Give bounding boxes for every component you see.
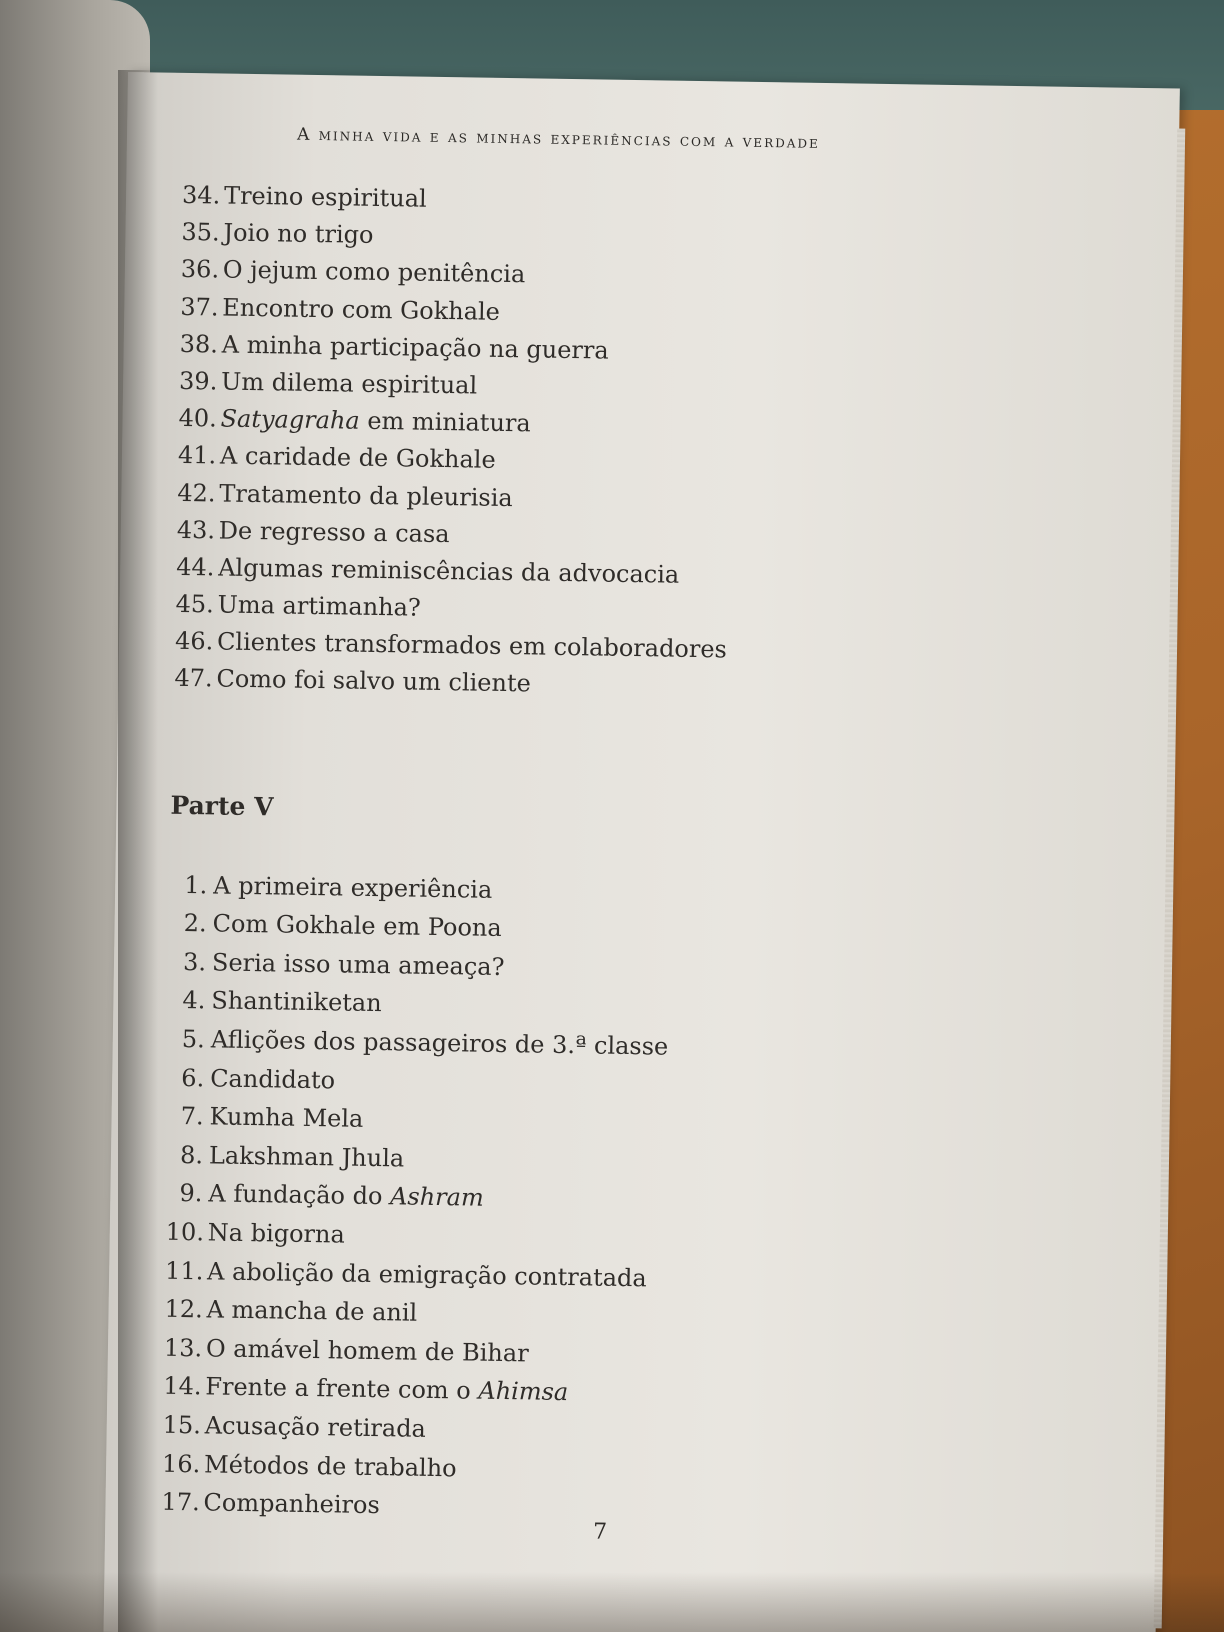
entry-number: 11. <box>164 1256 204 1285</box>
entry-number: 44. <box>176 552 215 582</box>
entry-title: A caridade de Gokhale <box>219 441 496 475</box>
entry-title-italic: Satyagraha <box>220 404 360 435</box>
entry-number: 1. <box>184 870 208 899</box>
entry-number: 8. <box>179 1140 204 1170</box>
entry-title: A primeira experiência <box>213 871 493 904</box>
entry-title: Encontro com Gokhale <box>222 293 501 326</box>
running-head: A minha vida e as minhas experiências com a verdade <box>296 124 821 153</box>
entry-title-italic: Ashram <box>389 1182 484 1213</box>
entry-number: 40. <box>178 403 217 433</box>
entry-title-rest: Frente a frente com o <box>205 1372 479 1406</box>
entry-title: Kumha Mela <box>209 1102 364 1134</box>
entry-title-rest: em miniatura <box>359 406 531 438</box>
entry-number: 16. <box>161 1449 201 1478</box>
entry-title-italic: Ahimsa <box>478 1377 569 1407</box>
entry-number: 7. <box>180 1102 204 1131</box>
part-iv-list <box>174 177 1082 712</box>
entry-title <box>220 405 531 438</box>
entry-title: Treino espiritual <box>223 181 427 213</box>
entry-number: 9. <box>179 1179 203 1208</box>
entry-number: 15. <box>162 1410 202 1440</box>
entry-title <box>205 1373 568 1407</box>
part-v-list <box>161 865 1071 1535</box>
entry-number: 12. <box>164 1294 203 1324</box>
entry-title: Como foi salvo um cliente <box>216 664 532 698</box>
entry-number: 4. <box>182 986 206 1015</box>
entry-number: 13. <box>163 1333 203 1363</box>
book-page <box>103 72 1179 1632</box>
entry-number: 47. <box>174 664 213 693</box>
entry-number: 46. <box>174 627 214 656</box>
entry-title: Uma artimanha? <box>217 590 422 622</box>
entry-title: A minha participação na guerra <box>221 330 609 365</box>
entry-title: Algumas reminiscências da advocacia <box>218 553 680 589</box>
entry-number: 37. <box>180 292 219 322</box>
entry-title: Clientes transformados em colaboradores <box>216 627 728 664</box>
entry-title: Métodos de trabalho <box>203 1449 457 1482</box>
entry-title: Shantiniketan <box>211 986 382 1018</box>
page-number: 7 <box>592 1519 608 1545</box>
entry-number: 35. <box>181 218 220 247</box>
entry-title: De regresso a casa <box>218 516 450 548</box>
entry-number: 39. <box>178 366 218 396</box>
entry-number: 10. <box>165 1217 205 1247</box>
entry-title-rest: A fundação do <box>208 1179 391 1211</box>
entry-title: Seria isso uma ameaça? <box>211 948 505 981</box>
entry-number: 36. <box>180 255 220 284</box>
part-heading: Parte V <box>170 790 274 821</box>
entry-title: O jejum como penitência <box>222 255 526 289</box>
entry-number: 38. <box>179 329 219 359</box>
entry-number: 14. <box>163 1372 202 1401</box>
entry-title: Aflições dos passageiros de 3.ª classe <box>210 1025 669 1061</box>
entry-title: Acusação retirada <box>204 1411 427 1443</box>
table-of-contents <box>161 177 1082 1536</box>
entry-title: Tratamento da pleurisia <box>219 478 513 512</box>
entry-number: 5. <box>181 1024 206 1054</box>
entry-number: 2. <box>183 909 207 938</box>
book-gutter-shadow <box>118 70 158 1632</box>
entry-title: Joio no trigo <box>223 218 374 250</box>
entry-title: O amável homem de Bihar <box>205 1334 529 1368</box>
entry-title: Na bigorna <box>207 1218 346 1249</box>
entry-title: Candidato <box>209 1064 336 1094</box>
entry-title <box>208 1180 484 1212</box>
entry-number: 41. <box>177 441 217 470</box>
entry-number: 43. <box>176 515 216 545</box>
entry-title: A abolição da emigração contratada <box>206 1256 647 1292</box>
entry-title: Companheiros <box>203 1488 381 1520</box>
entry-title: Um dilema espiritual <box>220 367 478 400</box>
entry-number: 34. <box>181 180 221 210</box>
entry-number: 45. <box>175 589 215 619</box>
entry-number: 3. <box>182 947 207 977</box>
entry-title: Com Gokhale em Poona <box>212 909 502 943</box>
entry-number: 17. <box>161 1487 200 1517</box>
entry-number: 6. <box>181 1063 205 1092</box>
entry-title: A mancha de anil <box>206 1295 418 1327</box>
entry-title: Lakshman Jhula <box>208 1141 405 1173</box>
entry-number: 42. <box>177 478 216 507</box>
